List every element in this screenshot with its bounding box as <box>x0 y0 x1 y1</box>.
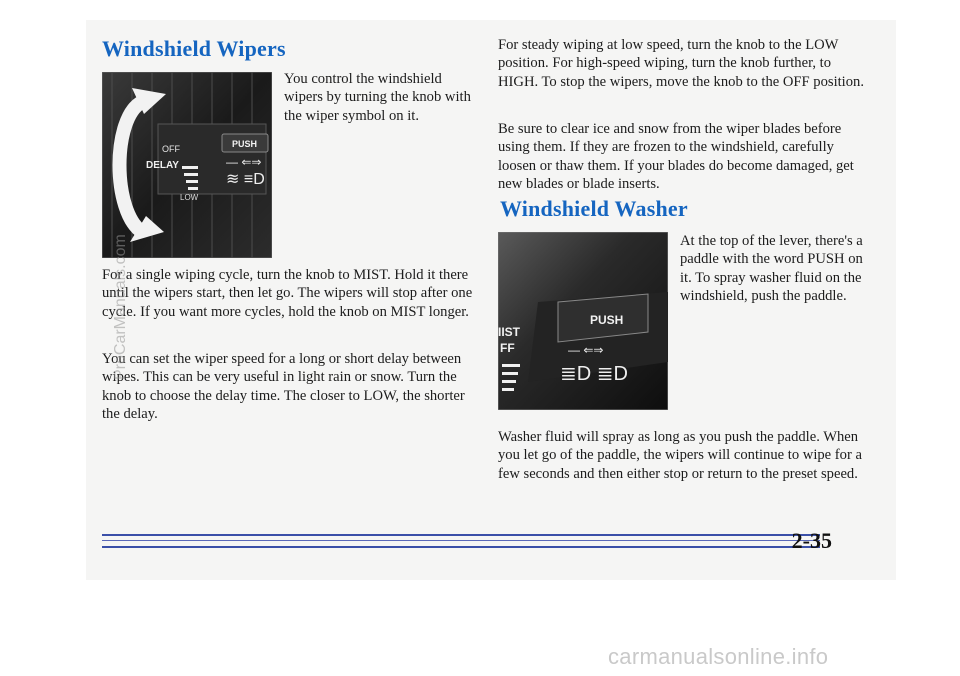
wiper-knob-illustration <box>102 72 272 258</box>
side-watermark: ProCarManuals.com <box>112 234 129 380</box>
footer-rule-mid <box>102 540 820 541</box>
headlamp-symbol-icon: ≣D ≣D <box>560 363 628 385</box>
photo-low-label: LOW <box>180 193 199 202</box>
photo-delay-label: DELAY <box>146 160 179 171</box>
wipers-paragraph-2: You can set the wiper speed for a long or short delay between wipes. This can be very useful in light rain or snow. Turn the knob to choose the delay time. The closer to LOW, the shorter the delay. <box>102 351 465 423</box>
washer-paragraph: Washer fluid will spray as long as you push the paddle. When you let go of the paddle, the wipers will continue to wipe for a few seconds and then either stop or return to the preset speed. <box>498 429 862 482</box>
wipers-intro-text: You control the windshield wipers by turning the knob with the wiper symbol on it. <box>284 71 471 124</box>
photo-mist-label: IIST <box>498 325 521 339</box>
wipers-paragraph-3: For steady wiping at low speed, turn the knob to the LOW position. For high-speed wiping, turn the knob further, to HIGH. To stop the wipers, move the knob to the OFF position. <box>498 37 864 90</box>
washer-paddle-photo <box>498 232 668 410</box>
washer-intro-text: At the top of the lever, there's a paddle with the word PUSH on it. To spray washer fluid on the windshield, push the paddle. <box>680 233 863 305</box>
footer-rule-bottom <box>102 546 820 548</box>
photo-ff-label: FF <box>500 341 515 355</box>
photo-off-label: OFF <box>162 144 180 154</box>
arrows-icon: — ⇐⇒ <box>226 155 262 169</box>
washer-symbol-icon: ≋ ≡D <box>226 171 265 188</box>
photo-push-label: PUSH <box>232 139 258 149</box>
watermark: carmanualsonline.info <box>608 644 829 669</box>
washer-paddle-illustration <box>498 232 668 410</box>
footer-rule-top <box>102 534 820 536</box>
wipers-heading: Windshield Wipers <box>102 36 286 61</box>
wiper-knob-photo <box>102 72 272 258</box>
wipers-paragraph-1: For a single wiping cycle, turn the knob to MIST. Hold it there until the wipers start, then let go. The wipers will stop after one cycle. If you want more cycles, hold the knob on MIST longer. <box>102 267 473 320</box>
washer-heading: Windshield Washer <box>500 196 688 221</box>
wipers-paragraph-4: Be sure to clear ice and snow from the wiper blades before using them. If they are frozen to the windshield, carefully loosen or thaw them. If your blades do become damaged, get new blades or blade inserts. <box>498 121 854 193</box>
arrows-icon: — ⇐⇒ <box>568 343 604 357</box>
page-number: 2-35 <box>791 528 832 553</box>
photo-push-label: PUSH <box>590 313 624 327</box>
